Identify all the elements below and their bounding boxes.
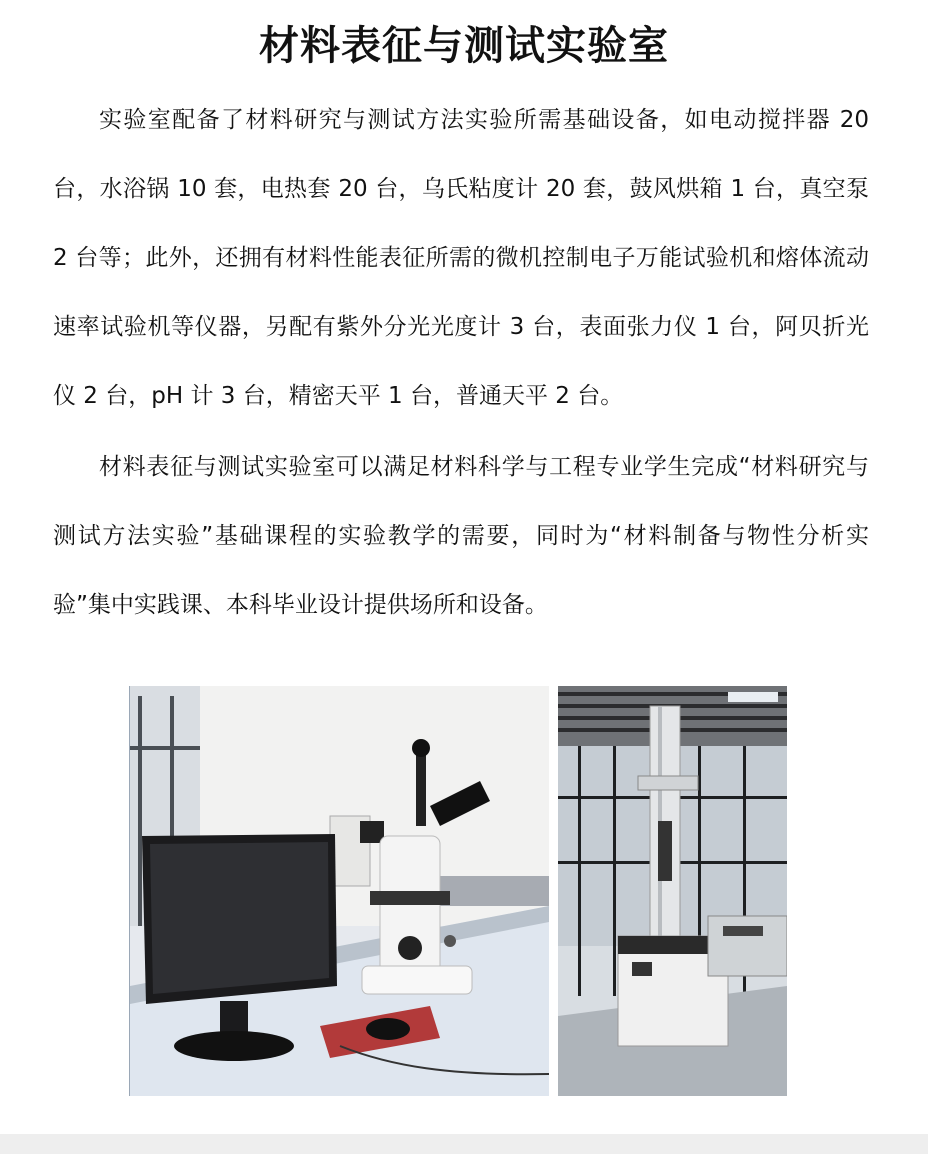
page-bottom-band [0, 1134, 928, 1154]
paragraph-equipment: 实验室配备了材料研究与测试方法实验所需基础设备，如电动搅拌器 20 台，水浴锅 10 套，电热套 20 台，乌氏粘度计 20 套，鼓风烘箱 1 台，真空泵 2 台等；此外，还拥有材料性能表征所需的微机控制电子万能试验机和熔体流动速率试验机等仪器，另配有紫外分光光度计 3 台，表面张力仪 1 台，阿贝折光仪 2 台，pH 计 3 台，精密天平 1 台，普通天平 2 台。 [53, 107, 869, 409]
testing-machine-scene-image [558, 686, 787, 1096]
microscope-scene-image [130, 686, 549, 1096]
lab-photo-testing-machine [558, 686, 787, 1096]
lab-photo-microscope [129, 686, 549, 1096]
page-title: 材料表征与测试实验室 [259, 23, 669, 69]
paragraph-purpose: 材料表征与测试实验室可以满足材料科学与工程专业学生完成“材料研究与测试方法实验”基础课程的实验教学的需要，同时为“材料制备与物性分析实验”集中实践课、本科毕业设计提供场所和设备。 [53, 454, 869, 618]
